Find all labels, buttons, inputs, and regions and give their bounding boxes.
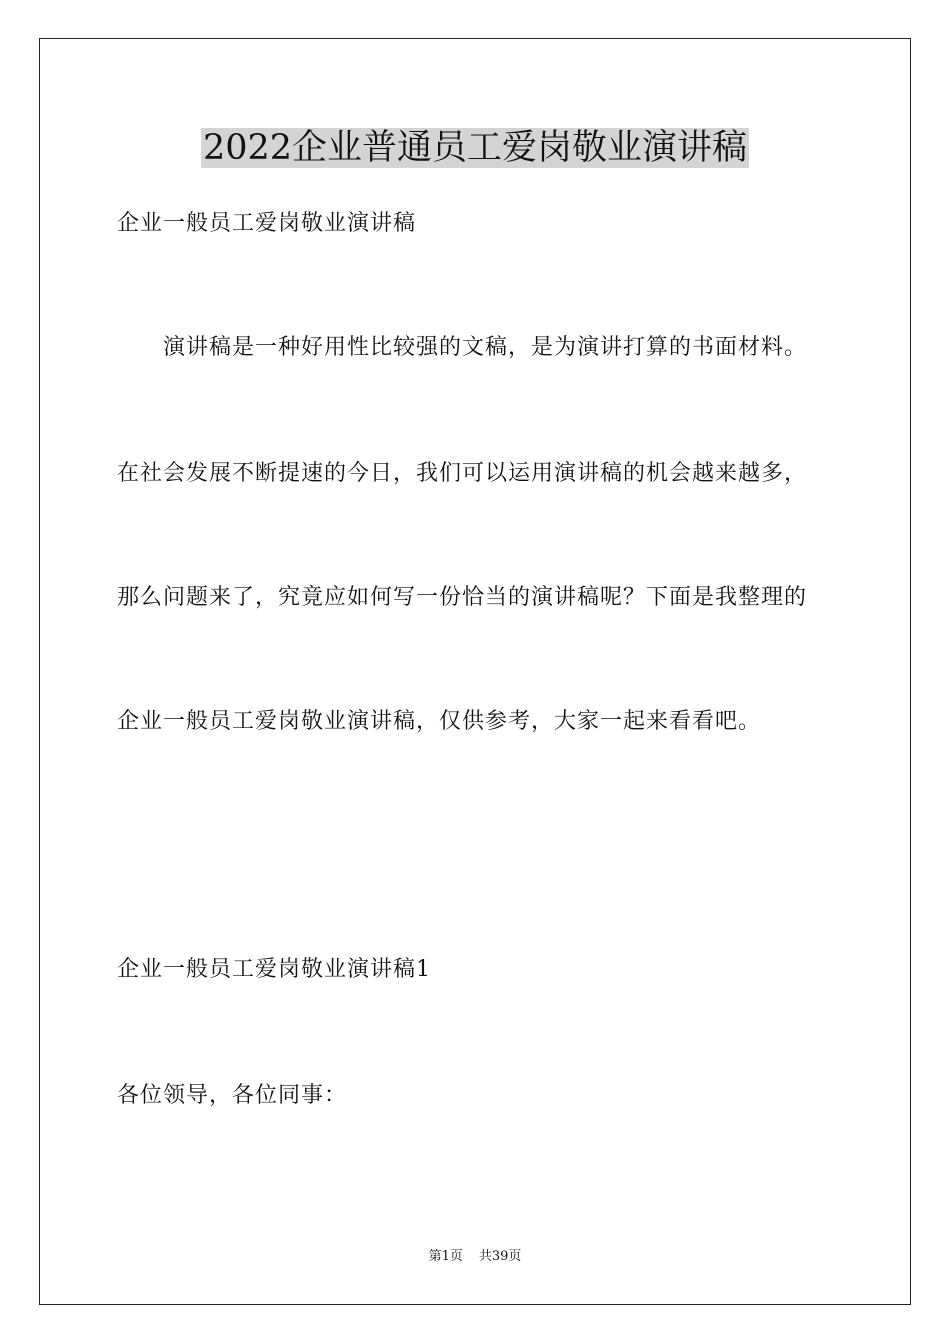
document-title-text: 2022企业普通员工爱岗敬业演讲稿: [202, 128, 748, 168]
body-line-4: 企业一般员工爱岗敬业演讲稿，仅供参考，大家一起来看看吧。: [117, 709, 762, 734]
body-line-1: 演讲稿是一种好用性比较强的文稿，是为演讲打算的书面材料。: [163, 335, 808, 360]
page-footer: [0, 1248, 950, 1266]
page-number: 第1页: [428, 1249, 463, 1264]
section-heading: 企业一般员工爱岗敬业演讲稿1: [117, 957, 431, 982]
body-line-3: 那么问题来了，究竟应如何写一份恰当的演讲稿呢？下面是我整理的: [117, 585, 808, 610]
document-title: [0, 126, 950, 170]
body-line-2: 在社会发展不断提速的今日，我们可以运用演讲稿的机会越来越多，: [117, 461, 808, 486]
subtitle-line: 企业一般员工爱岗敬业演讲稿: [117, 211, 417, 236]
page-total: 共39页: [478, 1249, 522, 1264]
salutation-line: 各位领导，各位同事：: [117, 1083, 348, 1108]
